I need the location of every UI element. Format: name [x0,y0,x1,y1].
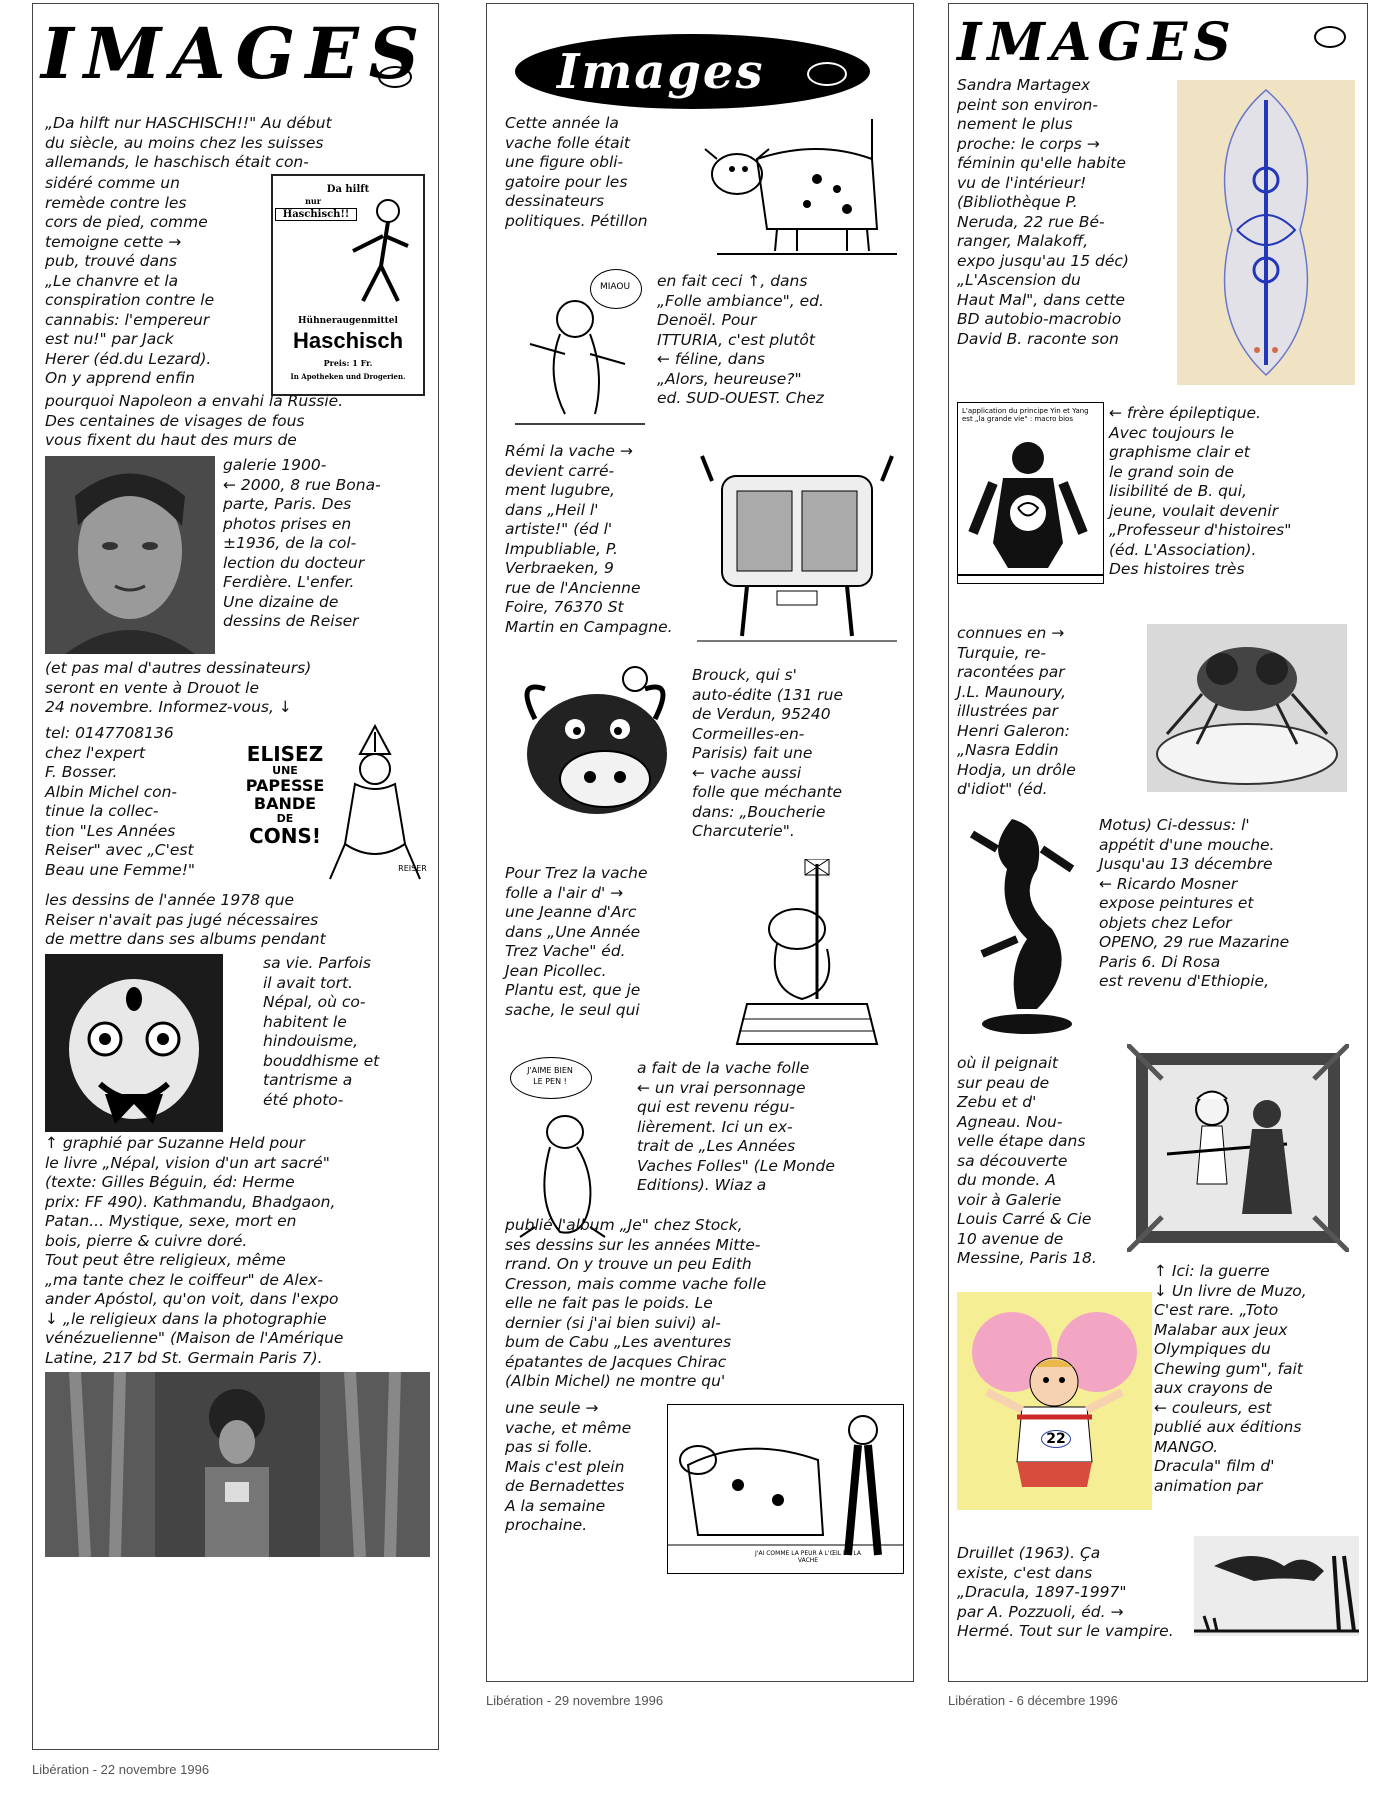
article-text-7: publié l'album „Je" chez Stock, ses dessins sur les années Mitte- rrand. On y trouve un peu Edith Cresson, mais comme vache folle elle ne fait pas le poids. Le dernier (si j'ai bien suivi) al- bum de Cabu „Les aventures épatantes de Jacques Chirac (Albin Michel) ne montre qu' [505,1216,767,1390]
cat-cartoon-itturia [505,264,655,429]
article-text-7: les dessins de l'année 1978 que Reiser n'avait pas jugé nécessaires de mettre dans ses albums pendant [45,891,326,948]
mosner-sculpture-photo [957,809,1097,1039]
article-text-2: en fait ceci ↑, dans „Folle ambiance", ed. Denoël. Pour ITTURIA, c'est plutôt ← féline, dans „Alors, heureuse?" ed. SUD-OUEST. Chez [657,272,824,407]
cartoon-signature: REISER [398,864,427,873]
man-drawing-icon [343,196,415,306]
portrait-photo [45,456,215,654]
article-text-2: ← frère épileptique. Avec toujours le graphisme clair et le grand soin de lisibilité de B. qui, jeune, voulait devenir „Professeur d'histoires" (éd. L'Association). Des histoires très [1109,404,1292,578]
date-caption: Libération - 6 décembre 1996 [948,1693,1118,1708]
column-nov-29 [486,3,914,1682]
article-text-9: ↑ graphié par Suzanne Held pour le livre „Népal, vision d'un art sacré" (texte: Gilles Béguin, éd: Herme prix: FF 490). Kathmandu, Bhadgaon, Patan... Mystique, sexe, mort en bois, pierre & cuivre doré. Tout peut être religieux, même „ma tante chez le coiffeur" de Alex- ander Apóstol, qu'on voit, dans l'expo ↓ „le religieux dans la photographie vénézuelienne" (Maison de l'Amérique Latine, 217 bd St. Germain Paris 7). [45,1134,344,1367]
article-text-3: connues en → Turquie, re- racontées par J.L. Maunoury, illustrées par Henri Galeron: „Nasra Eddin Hodja, un drôle d'idiot" (éd. [957,624,1076,798]
column-title: IMAGES [957,12,1237,73]
date-caption: Libération - 22 novembre 1996 [32,1762,210,1777]
reiser-cartoon [245,724,430,889]
bubble-text: LE PEN ! [533,1077,567,1086]
article-text-6: ↑ Ici: la guerre ↓ Un livre de Muzo, C'est rare. „Toto Malabar aux jeux Olympiques du Chewing gum", fait aux crayons de ← couleurs, est publié aux éditions MANGO. Dracula" film d' animation par [1154,1262,1307,1495]
dracula-animation-still [1194,1536,1359,1636]
ad-line: Haschisch!! [275,208,357,221]
article-text-1: Cette année la vache folle était une figure obli- gatoire pour les dessinateurs politiques. Pétillon [505,114,648,230]
article-text-1: Sandra Martagex peint son environ- nement le plus proche: le corps → féminin qu'elle habite vu de l'intérieur! (Bibliothèque P. Neruda, 22 rue Bé- ranger, Malakoff, expo jusqu'au 15 déc) „L'Ascension du Haut Mal", dans cette BD autobio-macrobio David B. raconte son [957,76,1129,348]
article-text-1: „Da hilft nur HASCHISCH!!" Au début du siècle, au moins chez les suisses allemands, le haschisch était con- [45,114,332,171]
nepal-mask-photo [45,954,223,1132]
article-text-5: où il peignait sur peau de Zebu et d' Agneau. Nou- velle étape dans sa découverte du monde. A voir à Galerie Louis Carré & Cie 10 avenue de Messine, Paris 18. [957,1054,1097,1267]
cartoon-line: UNE [272,764,298,777]
cow-joan-of-arc-cartoon-trez [707,859,897,1049]
article-text-4: Motus) Ci-dessus: l' appétit d'une mouche. Jusqu'au 13 décembre ← Ricardo Mosner expose peintures et objets chez Lefor OPENO, 29 rue Mazarine Paris 6. Di Rosa est revenu d'Ethiopie, [1099,816,1290,990]
article-text-3: Rémi la vache → devient carré- ment lugubre, dans „Heil l' artiste!" (éd l' Impubliable, P. Verbraeken, 9 rue de l'Ancienne Foire, 76370 St Martin en Campagne. [505,442,673,636]
article-text-6: tel: 0147708136 chez l'expert F. Bosser. Albin Michel con- tinue la collec- tion "Les Années Reiser" avec „C'est Beau une Femme!" [45,724,196,879]
religious-photo-triptych [45,1372,430,1557]
toto-malabar-illustration [957,1292,1152,1510]
cow-fridge-cartoon-remi [697,436,897,646]
article-text-5: Pour Trez la vache folle a l'air d' → une Jeanne d'Arc dans „Une Année Trez Vache" éd. Jean Picollec. Plantu est, que je sache, le seul qui [505,864,648,1019]
cartoon-line: ELISEZ [246,742,324,766]
ad-line: Hühneraugenmittel [298,316,398,326]
article-text-4: galerie 1900- ← 2000, 8 rue Bona- parte, Paris. Des photos prises en ±1936, de la col- lection du docteur Ferdière. L'enfer. Une dizaine de dessins de Reiser [223,456,381,630]
ad-line: Da hilft [326,184,370,195]
cow-cartoon-plantu [505,1052,635,1242]
libe-logo-icon [807,62,847,86]
martagex-painting [1177,80,1355,385]
cabu-caption: J'AI COMME LA PEUR À L'ŒIL DE LA VACHE [755,1550,861,1564]
libe-logo-icon [378,66,412,88]
column-title: Images [557,44,765,100]
bib-number: 22 [1041,1430,1071,1448]
ad-line: nur [305,196,321,206]
cow-cartoon-petillon [697,119,897,259]
comic-caption: L'application du principe Yin et Yang est „la grande vie" : macro bios [962,407,1089,423]
david-b-comic-panel [957,402,1104,584]
date-caption: Libération - 29 novembre 1996 [486,1693,664,1708]
chirac-cow-cartoon-cabu [667,1404,904,1574]
bubble-text: J'AIME BIEN [527,1066,573,1075]
libe-logo-icon [1314,26,1346,48]
article-text-6: a fait de la vache folle ← un vrai personnage qui est revenu régu- lièrement. Ici un ex- trait de „Les Années Vaches Folles" (Le Monde Editions). Wiaz a [637,1059,835,1194]
ad-line: In Apotheken und Drogerien. [290,372,406,381]
article-text-2: sidéré comme un remède contre les cors de pied, comme temoigne cette → pub, trouvé dans „Le chanvre et la conspiration contre le cannabis: l'empereur est nu!" par Jack Herer (éd.du Lezard). On y apprend enfin [45,174,215,387]
column-dec-06 [948,3,1368,1682]
ad-line: Haschisch [292,328,404,353]
ad-line: Preis: 1 Fr. [323,358,373,368]
column-nov-22 [32,3,439,1750]
cartoon-line: CONS! [249,824,321,848]
pope-figure-icon [325,724,425,884]
haschisch-ad-image [271,174,425,396]
fly-eating-illustration [1147,624,1347,792]
article-text-8: sa vie. Parfois il avait tort. Népal, où co- habitent le hindouisme, bouddhisme et tantrisme a été photo- [263,954,380,1109]
cartoon-line: DE [276,812,294,825]
article-text-3: pourquoi Napoleon a envahi la Russie. Des centaines de visages de fous vous fixent du haut des murs de [45,392,344,449]
bubble-text: MIAOU [599,282,631,292]
article-text-4: Brouck, qui s' auto-édite (131 rue de Verdun, 95240 Cormeilles-en- Parisis) fait une ← vache aussi folle que méchante dans: „Boucherie Charcuterie". [692,666,843,840]
di-rosa-painting [1127,1044,1349,1252]
cartoon-line: BANDE [253,794,317,813]
article-text-7: Druillet (1963). Ça existe, c'est dans „Dracula, 1897-1997" par A. Pozzuoli, éd. → Hermé. Tout sur le vampire. [957,1544,1174,1640]
cartoon-line: PAPESSE [245,776,325,795]
column-title: IMAGES [41,12,430,95]
article-text-5: (et pas mal d'autres dessinateurs) seront en vente à Drouot le 24 novembre. Informez-vous, ↓ [45,659,312,716]
bull-head-cartoon-brouck [505,659,690,834]
article-text-8: une seule → vache, et même pas si folle. Mais c'est plein de Bernadettes A la semaine prochaine. [505,1399,632,1534]
